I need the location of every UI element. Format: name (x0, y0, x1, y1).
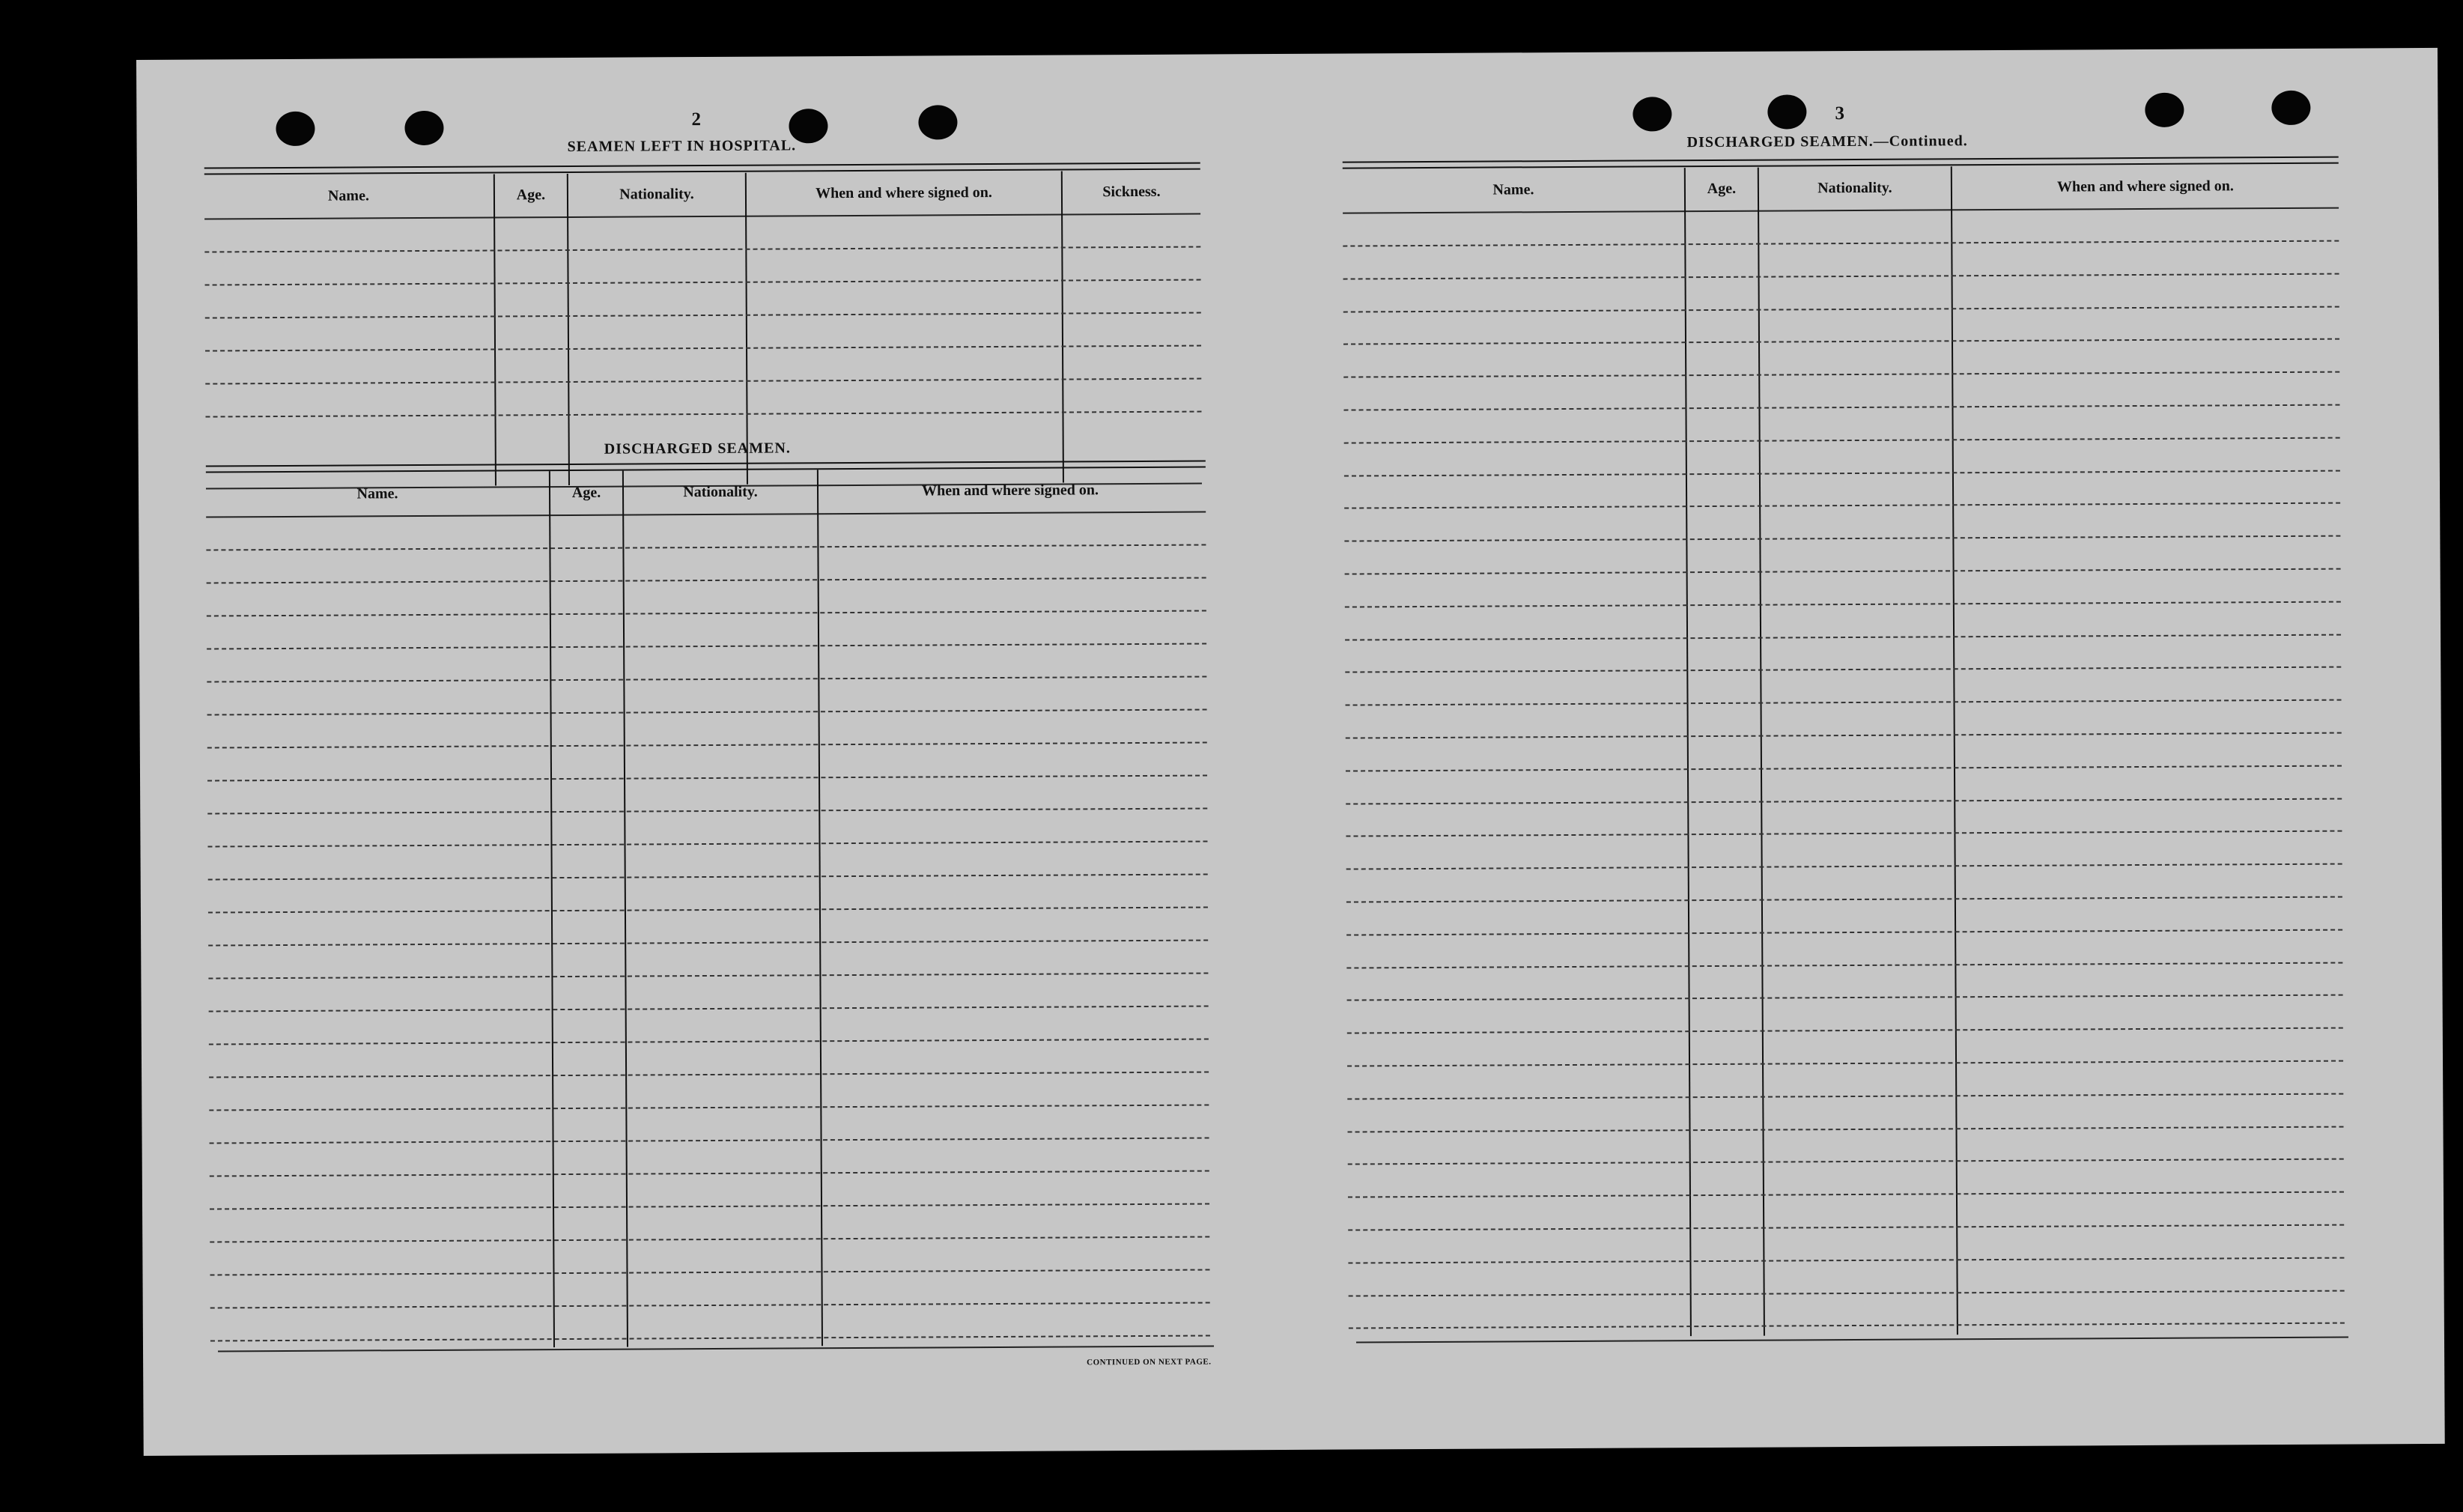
blank-entry-line (1345, 601, 2341, 607)
discharged-rows (204, 55, 1207, 60)
blank-entry-line (207, 775, 1207, 782)
punch-hole (1767, 94, 1806, 129)
blank-entry-line (205, 312, 1201, 319)
hospital-section-title: SEAMEN LEFT IN HOSPITAL. (567, 137, 797, 155)
blank-entry-line (1344, 470, 2340, 476)
page-number: 3 (1835, 103, 1844, 124)
continued-header-name: Name. (1492, 181, 1534, 198)
blank-entry-line (208, 874, 1208, 881)
continued-note: CONTINUED ON NEXT PAGE. (1087, 1357, 1212, 1367)
column-divider (567, 174, 570, 485)
blank-entry-line (207, 808, 1207, 815)
column-header-rule (204, 213, 1200, 220)
blank-entry-line (1344, 535, 2340, 542)
blank-entry-line (1346, 896, 2342, 903)
discharged-header-signed-on: When and where signed on. (922, 482, 1099, 500)
blank-entry-line (1348, 1191, 2344, 1198)
blank-entry-line (1346, 831, 2342, 837)
blank-entry-line (1343, 273, 2339, 279)
punch-hole (2145, 93, 2184, 127)
blank-entry-line (1348, 1224, 2344, 1231)
column-divider (493, 174, 496, 485)
hospital-header-name: Name. (327, 187, 369, 204)
blank-entry-line (1346, 765, 2342, 771)
right-page (1342, 49, 2342, 198)
blank-entry-line (205, 411, 1201, 418)
blank-entry-line (1346, 699, 2342, 706)
blank-entry-line (208, 907, 1208, 914)
bottom-rule (218, 1345, 1214, 1352)
discharged-continued-title: DISCHARGED SEAMEN.—Continued. (1686, 133, 1968, 151)
continued-header-nationality: Nationality. (1817, 179, 1892, 197)
punch-hole (404, 111, 443, 145)
hospital-header-sickness: Sickness. (1102, 183, 1161, 201)
blank-entry-line (207, 676, 1206, 683)
blank-entry-line (207, 643, 1206, 650)
blank-entry-line (1343, 306, 2339, 312)
blank-entry-line (1344, 503, 2340, 509)
blank-entry-line (210, 1302, 1210, 1309)
blank-entry-line (206, 544, 1206, 551)
blank-entry-line (1346, 929, 2342, 935)
blank-entry-line (210, 1138, 1209, 1144)
blank-entry-line (1343, 338, 2339, 345)
blank-entry-line (209, 1039, 1209, 1045)
discharged-header-age: Age. (571, 484, 601, 501)
punch-hole (276, 112, 315, 146)
blank-entry-line (205, 279, 1201, 286)
blank-entry-line (1347, 1027, 2343, 1034)
blank-entry-line (207, 742, 1207, 749)
discharged-header-name: Name. (356, 485, 398, 503)
blank-entry-line (1348, 1126, 2344, 1132)
continued-header-age: Age. (1707, 180, 1737, 198)
blank-entry-line (210, 1335, 1210, 1342)
ledger-sheet (136, 48, 2445, 1456)
blank-entry-line (1346, 798, 2342, 804)
left-page (204, 55, 1212, 1367)
blank-entry-line (208, 940, 1208, 947)
blank-entry-line (207, 841, 1207, 848)
blank-entry-line (1345, 667, 2341, 673)
column-header-rule (206, 511, 1206, 518)
blank-entry-line (1346, 863, 2342, 870)
continued-rows (1342, 49, 2342, 54)
blank-entry-line (207, 709, 1207, 716)
hospital-header-age: Age. (516, 186, 546, 204)
blank-entry-line (1343, 404, 2339, 411)
blank-entry-line (207, 610, 1206, 617)
column-header-rule (1343, 207, 2339, 214)
discharged-section-title: DISCHARGED SEAMEN. (604, 440, 791, 458)
header-rule (204, 163, 1200, 175)
blank-entry-line (210, 1171, 1209, 1177)
punch-hole (2271, 91, 2310, 125)
blank-entry-line (209, 1105, 1209, 1111)
blank-entry-line (207, 577, 1206, 584)
blank-entry-line (1345, 568, 2341, 575)
blank-entry-line (210, 1269, 1209, 1276)
blank-entry-line (1347, 995, 2343, 1001)
blank-entry-line (205, 378, 1201, 385)
header-rule (1343, 157, 2339, 169)
continued-header-signed-on: When and where signed on. (2056, 177, 2234, 195)
column-divider (1061, 171, 1064, 483)
blank-entry-line (1346, 732, 2342, 739)
blank-entry-line (1348, 1159, 2344, 1165)
section-header-rule (206, 461, 1206, 473)
page-number: 2 (691, 109, 701, 130)
blank-entry-line (1348, 1257, 2344, 1263)
blank-entry-line (204, 246, 1200, 253)
blank-entry-line (209, 1006, 1209, 1012)
bottom-rule (1356, 1337, 2348, 1344)
blank-entry-line (1349, 1290, 2345, 1296)
discharged-header-nationality: Nationality. (683, 483, 758, 501)
blank-entry-line (209, 1072, 1209, 1078)
punch-hole (918, 105, 957, 139)
blank-entry-line (210, 1236, 1209, 1243)
blank-entry-line (1346, 962, 2342, 968)
blank-entry-line (1349, 1323, 2345, 1329)
blank-entry-line (1343, 371, 2339, 378)
blank-entry-line (1347, 1060, 2343, 1067)
hospital-rows (204, 55, 1207, 60)
blank-entry-line (1347, 1093, 2343, 1099)
column-divider (745, 173, 748, 485)
hospital-header-signed-on: When and where signed on. (815, 184, 992, 202)
punch-hole (1633, 97, 1671, 131)
hospital-header-nationality: Nationality. (619, 186, 694, 203)
blank-entry-line (210, 1203, 1209, 1210)
blank-entry-line (1344, 437, 2340, 443)
blank-entry-line (208, 973, 1208, 980)
blank-entry-line (205, 345, 1201, 352)
blank-entry-line (1345, 634, 2341, 640)
blank-entry-line (1343, 240, 2339, 247)
